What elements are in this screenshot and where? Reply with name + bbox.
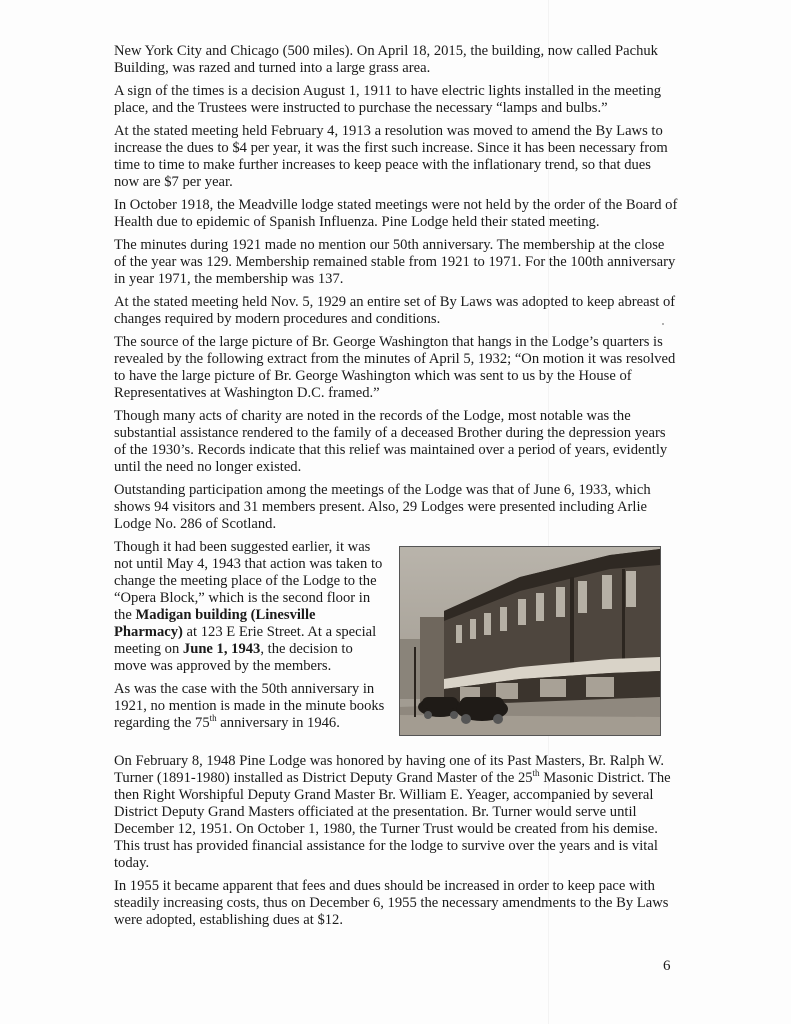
street-photo — [399, 546, 661, 736]
paragraph: The minutes during 1921 made no mention our 50th anniversary. The membership at the close of the year was 129. Membership remained stable from 1921 to 1971. For the 100th anniversary in year 1971, the membership was 137. — [114, 237, 676, 287]
text-run: anniversary in 1946. — [216, 715, 340, 731]
paragraph: At the stated meeting held Nov. 5, 1929 an entire set of By Laws was adopted to keep abreast of changes required by modern procedures and conditions. — [114, 294, 676, 327]
paragraph-meeting-place — [114, 539, 386, 675]
text-run: On February 8, 1948 Pine Lodge was honored by having one of its Past Masters, Br. Ralph W. Turner (1891-1980) installed as District Deputy Grand Master of the 25 — [114, 753, 665, 786]
paragraph: A sign of the times is a decision August 1, 1911 to have electric lights installed in the meeting place, and the Trustees were instructed to purchase the necessary “lamps and bulbs.” — [114, 83, 662, 116]
street-photo-drawing — [400, 547, 660, 735]
paragraph: Outstanding participation among the meetings of the Lodge was that of June 6, 1933, which shows 94 visitors and 31 members present. Also, 29 Lodges were presented including Arlie Lodge No. 286 of Scotland. — [114, 482, 651, 532]
float-text-column — [114, 539, 386, 738]
text-run: , the decision to move was approved by the members. — [114, 641, 353, 674]
text-run: at 123 E Erie Street. At a special meeting on — [114, 624, 377, 657]
paragraph: New York City and Chicago (500 miles). On April 18, 2015, the building, now called Pachuk Building, was razed and turned into a large grass area. — [114, 43, 658, 76]
body-text — [114, 43, 679, 935]
paragraph-75th — [114, 681, 386, 732]
paragraph: Though many acts of charity are noted in the records of the Lodge, most notable was the substantial assistance rendered to the family of a deceased Brother during the depression years of the 1930’s. Records indicate that this relief was maintained over a period of years, evidently until the need no longer existed. — [114, 408, 668, 475]
paragraph: In October 1918, the Meadville lodge stated meetings were not held by the order of the Board of Health due to epidemic of Spanish Influenza. Pine Lodge held their stated meeting. — [114, 197, 678, 230]
text-run: Though it had been suggested earlier, it was not until May 4, 1943 that action was taken to change the meeting place of the Lodge to the “Opera Block,” which is the second floor in the — [114, 539, 383, 623]
text-run: As was the case with the 50th anniversary in 1921, no mention is made in the minute books regarding the 75 — [114, 681, 385, 731]
paragraph: In 1955 it became apparent that fees and dues should be increased in order to keep pace with steadily increasing costs, thus on December 6, 1955 the necessary amendments to the By Laws were adopted, establishing dues at $12. — [114, 878, 669, 928]
text-with-photo — [114, 539, 679, 749]
page-number: 6 — [663, 958, 671, 974]
bold-text: Madigan building (Linesville Pharmacy) — [114, 607, 316, 640]
text-run: Masonic District. The then Right Worshipful Deputy Grand Master Br. William E. Yeager, accompanied by several District Deputy Grand Masters officiated at the presentation. Br. Turner would serve until December 12, 1951. On October 1, 1980, the Turner Trust would be created from his demise. This trust has provided financial assistance for the lodge to survive over the years and is vital today. — [114, 770, 671, 871]
superscript: th — [209, 713, 217, 724]
paragraph: The source of the large picture of Br. George Washington that hangs in the Lodge’s quarters is revealed by the following extract from the minutes of April 5, 1932; “On motion it was resolved to have the large picture of Br. George Washington which was sent to us by the House of Representatives at Washington D.C. framed.” — [114, 334, 676, 401]
paragraph: At the stated meeting held February 4, 1913 a resolution was moved to amend the By Laws to increase the dues to $4 per year, it was the first such increase. Since it has been necessary from time to time to make further increases to keep peace with the inflationary trend, so that dues now are $7 per year. — [114, 123, 668, 190]
paragraph-turner — [114, 753, 679, 872]
bold-text: June 1, 1943 — [182, 641, 261, 657]
superscript: th — [532, 768, 540, 779]
